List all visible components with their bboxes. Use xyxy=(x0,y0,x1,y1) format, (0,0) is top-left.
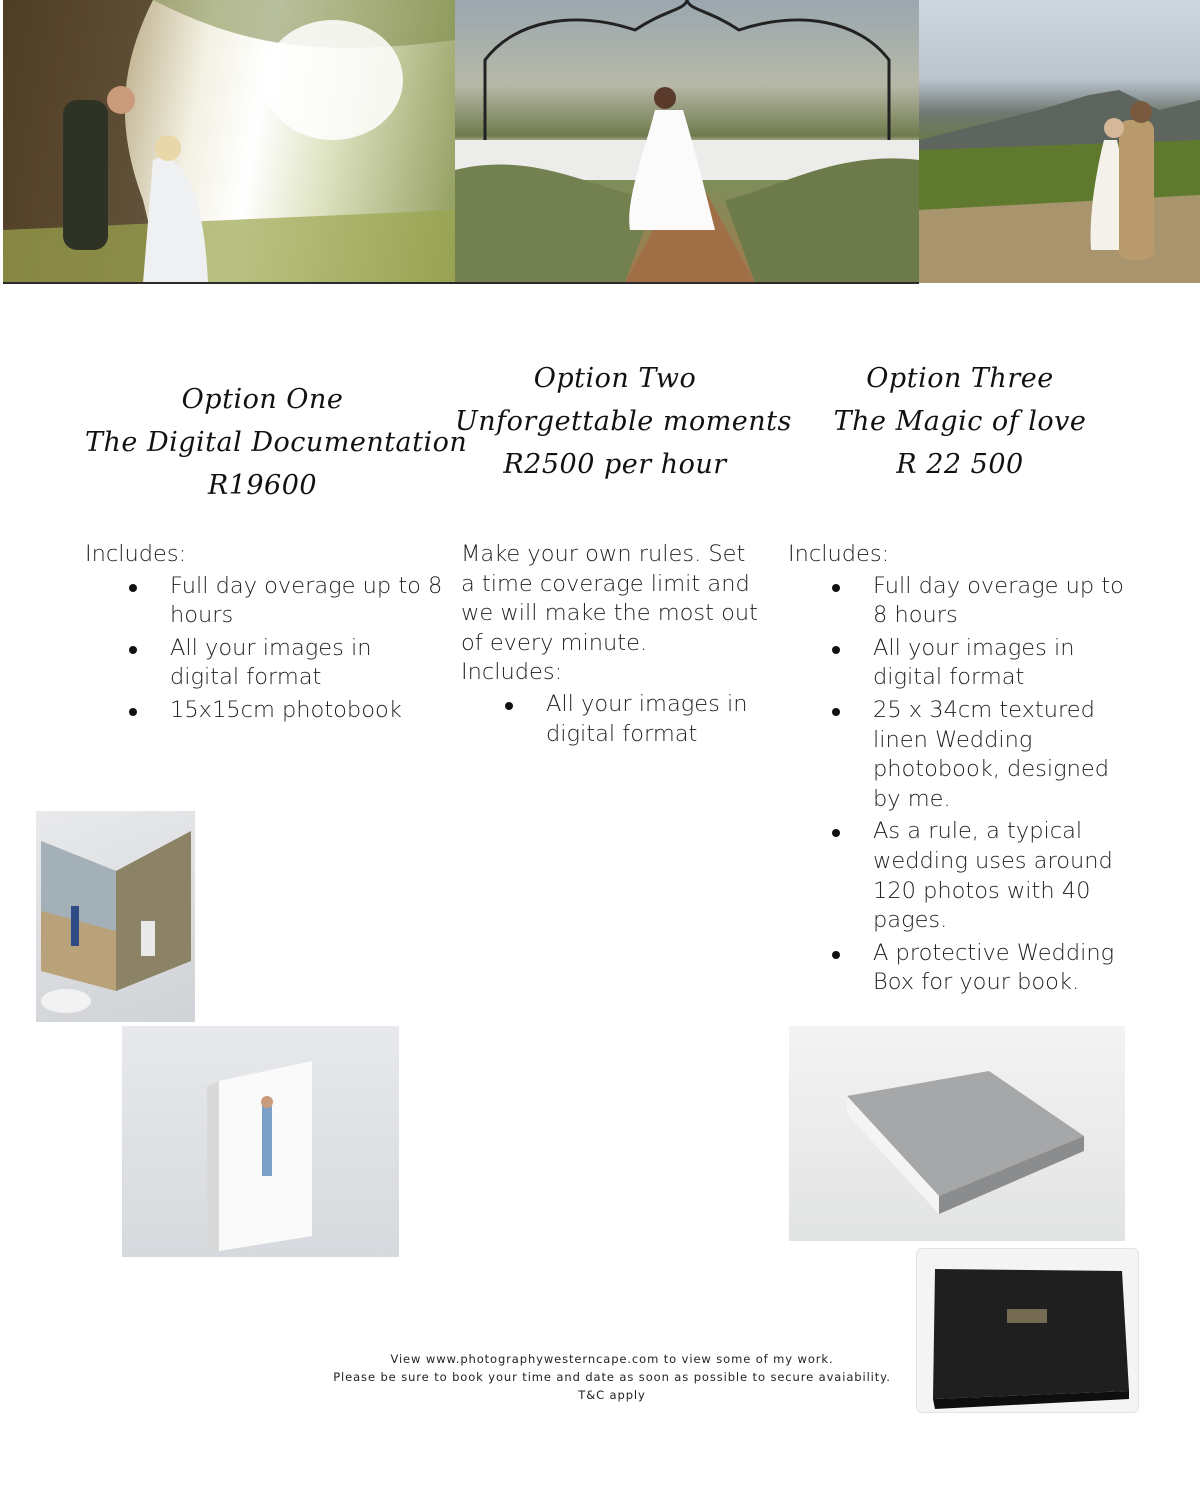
list-item: A protective Wedding Box for your book. xyxy=(788,939,1128,998)
linen-photobook-illustration xyxy=(789,1026,1125,1241)
list-item: All your images in digital format xyxy=(788,634,1128,693)
option-three-heading xyxy=(805,357,1115,486)
option-one-list xyxy=(85,572,445,726)
banner-divider xyxy=(3,282,919,284)
option-three-subtitle: The Magic of love xyxy=(833,406,1087,437)
bullet-icon xyxy=(832,646,840,654)
list-item: All your images in digital format xyxy=(461,690,766,749)
wedding-box-illustration xyxy=(917,1249,1138,1412)
footer-website-line: View www.photographywesterncape.com to view some of my work. xyxy=(390,1352,834,1366)
footer-note xyxy=(300,1350,924,1404)
open-photobook-photo xyxy=(36,811,195,1022)
option-one-price: R19600 xyxy=(207,470,318,501)
option-one-details xyxy=(85,540,445,729)
wedding-box-photo xyxy=(916,1248,1139,1413)
footer-terms-line: T&C apply xyxy=(578,1388,646,1402)
bride-in-garden-photo xyxy=(455,0,919,283)
bullet-icon xyxy=(832,829,840,837)
option-one-includes-label: Includes: xyxy=(85,541,187,567)
bullet-icon xyxy=(832,951,840,959)
list-item: Full day overage up to 8 hours xyxy=(788,572,1128,631)
option-three-list xyxy=(788,572,1128,998)
bullet-icon xyxy=(129,646,137,654)
option-two-price: R2500 per hour xyxy=(503,449,727,480)
option-three-title: Option Three xyxy=(866,363,1054,394)
option-three-details xyxy=(788,540,1128,1001)
bullet-icon xyxy=(832,708,840,716)
couple-in-vineyard-illustration xyxy=(919,0,1200,283)
list-item: Full day overage up to 8 hours xyxy=(85,572,445,631)
standing-photobook-illustration xyxy=(122,1026,399,1257)
list-item: 15x15cm photobook xyxy=(85,696,445,726)
standing-photobook-photo xyxy=(122,1026,399,1257)
footer-booking-line: Please be sure to book your time and date as soon as possible to secure avaiability. xyxy=(333,1370,891,1384)
bullet-icon xyxy=(129,708,137,716)
open-photobook-illustration xyxy=(36,811,195,1022)
option-one-heading xyxy=(85,378,468,507)
option-three-price: R 22 500 xyxy=(896,449,1024,480)
option-one-subtitle: The Digital Documentation xyxy=(85,427,468,458)
list-item: 25 x 34cm textured linen Wedding photobook, designed by me. xyxy=(788,696,1128,814)
option-two-subtitle: Unforgettable moments xyxy=(455,406,792,437)
bullet-icon xyxy=(505,702,513,710)
option-two-includes-label: Includes: xyxy=(461,659,563,686)
option-three-includes-label: Includes: xyxy=(788,541,890,567)
couple-under-tree-photo xyxy=(3,0,455,283)
photo-banner xyxy=(0,0,1200,285)
linen-photobook-photo xyxy=(789,1026,1125,1241)
option-two-title: Option Two xyxy=(533,363,697,394)
option-two-details xyxy=(461,540,766,752)
bullet-icon xyxy=(832,584,840,592)
couple-in-vineyard-photo xyxy=(919,0,1200,283)
option-two-heading xyxy=(455,357,792,486)
list-item: All your images in digital format xyxy=(85,634,445,693)
option-two-intro: Make your own rules. Set a time coverage limit and we will make the most out of every minute. xyxy=(461,541,758,656)
bullet-icon xyxy=(129,584,137,592)
option-one-title: Option One xyxy=(181,384,344,415)
list-item: As a rule, a typical wedding uses around 120 photos with 40 pages. xyxy=(788,817,1128,935)
bride-in-garden-illustration xyxy=(455,0,919,283)
option-two-list xyxy=(461,690,766,749)
couple-under-tree-illustration xyxy=(3,0,455,283)
